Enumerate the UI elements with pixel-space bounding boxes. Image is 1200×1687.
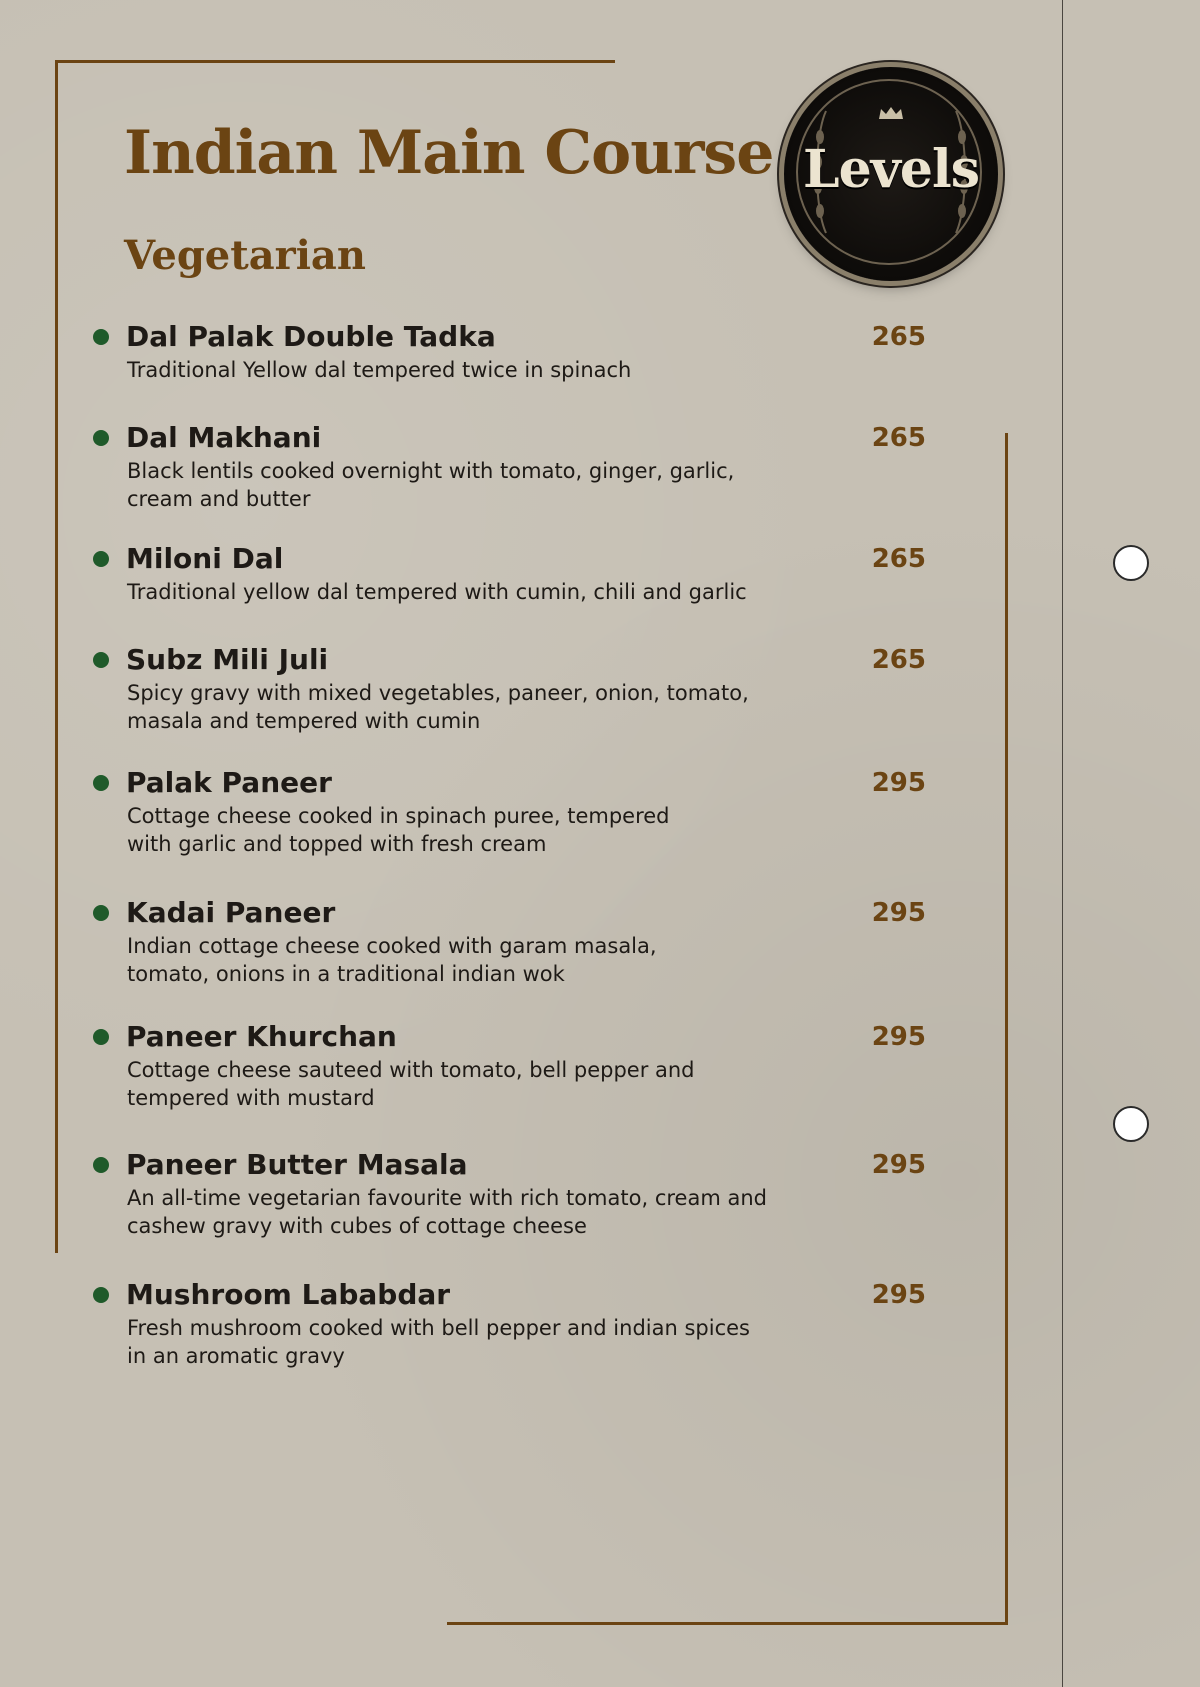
item-name: Dal Palak Double Tadka: [126, 320, 496, 353]
section-subtitle: Vegetarian: [124, 232, 366, 279]
bullet-dot-icon: [93, 329, 109, 345]
bullet-dot-icon: [93, 1157, 109, 1173]
item-description: [127, 1056, 787, 1112]
item-price: 295: [871, 1150, 926, 1180]
item-price: 295: [871, 1280, 926, 1310]
item-price: 295: [871, 898, 926, 928]
item-name: Kadai Paneer: [126, 896, 336, 929]
item-price: 295: [871, 768, 926, 798]
item-description: [127, 1314, 787, 1370]
item-description: [127, 457, 787, 513]
item-description-line: Traditional yellow dal tempered with cumin, chili and garlic: [127, 580, 747, 604]
item-description-line: Indian cottage cheese cooked with garam masala,: [127, 934, 657, 958]
item-description-line: tomato, onions in a traditional indian wok: [127, 962, 565, 986]
item-price: 265: [871, 544, 926, 574]
item-description: [127, 932, 787, 988]
item-description-line: Fresh mushroom cooked with bell pepper and indian spices: [127, 1316, 750, 1340]
item-price: 265: [871, 322, 926, 352]
bullet-dot-icon: [93, 775, 109, 791]
item-description-line: Traditional Yellow dal tempered twice in spinach: [127, 358, 632, 382]
bullet-dot-icon: [93, 430, 109, 446]
bullet-dot-icon: [93, 652, 109, 668]
item-description: [127, 356, 787, 384]
item-price: 265: [871, 645, 926, 675]
item-description: [127, 802, 787, 858]
item-description-line: in an aromatic gravy: [127, 1344, 345, 1368]
logo-wordmark: Levels: [803, 139, 979, 200]
bullet-dot-icon: [93, 551, 109, 567]
item-description-line: An all-time vegetarian favourite with rich tomato, cream and: [127, 1186, 767, 1210]
bullet-dot-icon: [93, 905, 109, 921]
item-description-line: tempered with mustard: [127, 1086, 375, 1110]
item-description: [127, 1184, 787, 1240]
item-description-line: cashew gravy with cubes of cottage cheese: [127, 1214, 587, 1238]
item-description: [127, 578, 787, 606]
item-description-line: Cottage cheese cooked in spinach puree, tempered: [127, 804, 670, 828]
bullet-dot-icon: [93, 1029, 109, 1045]
item-name: Mushroom Lababdar: [126, 1278, 451, 1311]
item-price: 295: [871, 1022, 926, 1052]
item-description-line: Black lentils cooked overnight with tomato, ginger, garlic,: [127, 459, 735, 483]
page-title: Indian Main Course: [124, 118, 774, 188]
item-name: Palak Paneer: [126, 766, 332, 799]
bullet-dot-icon: [93, 1287, 109, 1303]
item-description-line: Cottage cheese sauteed with tomato, bell pepper and: [127, 1058, 695, 1082]
item-description: [127, 679, 787, 735]
item-name: Dal Makhani: [126, 421, 322, 454]
item-description-line: masala and tempered with cumin: [127, 709, 481, 733]
item-name: Miloni Dal: [126, 542, 284, 575]
item-description-line: cream and butter: [127, 487, 311, 511]
item-name: Paneer Khurchan: [126, 1020, 397, 1053]
item-name: Subz Mili Juli: [126, 643, 329, 676]
item-name: Paneer Butter Masala: [126, 1148, 468, 1181]
item-price: 265: [871, 423, 926, 453]
item-description-line: with garlic and topped with fresh cream: [127, 832, 547, 856]
item-description-line: Spicy gravy with mixed vegetables, paneer, onion, tomato,: [127, 681, 749, 705]
